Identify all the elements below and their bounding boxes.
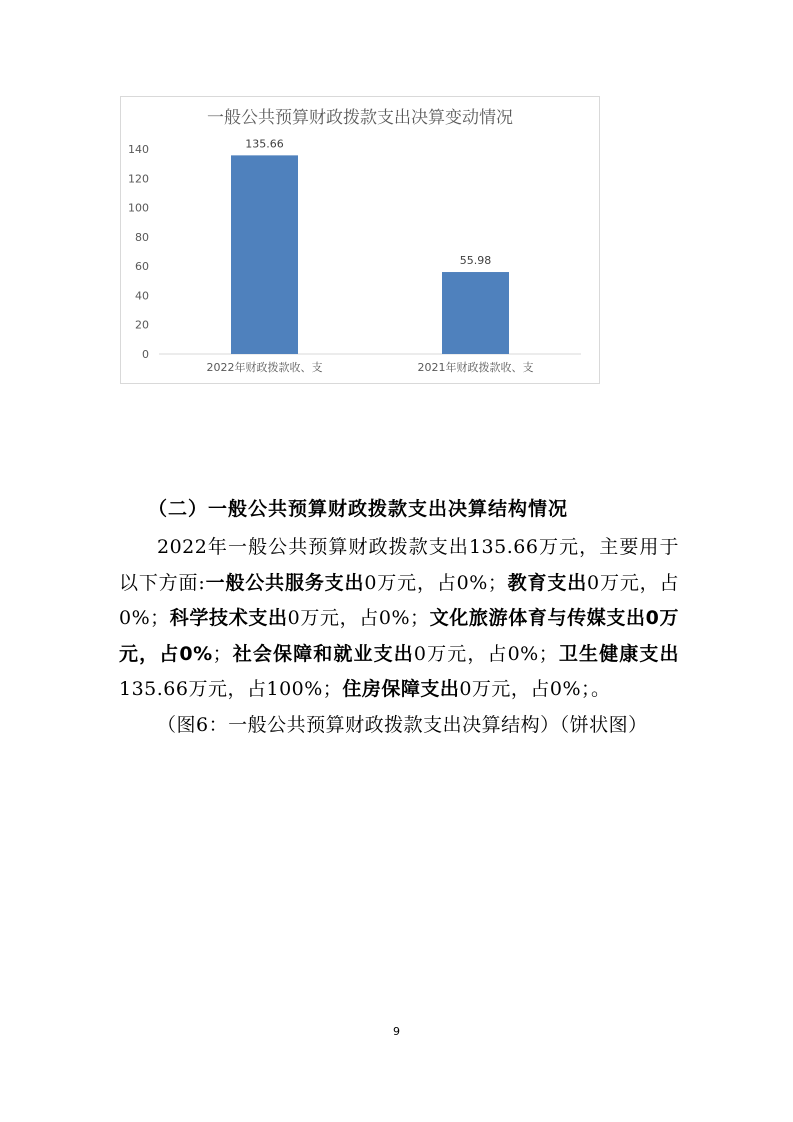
intro-text: 2022年一般公共预算财政拨款支出135.66万元，主要用于以下方面: (119, 536, 679, 594)
data-label: 135.66 (245, 137, 284, 151)
item-label: 卫生健康支出 (558, 642, 679, 665)
chart-plot (121, 97, 601, 385)
item-value: ； (212, 642, 233, 665)
y-tick-label: 100 (128, 201, 149, 215)
item-value: 0万元，占0%； (413, 642, 559, 665)
item-label: 社会保障和就业支出 (232, 642, 414, 665)
item-label: 科学技术支出 (169, 607, 288, 629)
paragraph-expenditure-structure (119, 530, 679, 708)
y-tick-label: 20 (135, 318, 149, 332)
data-label: 55.98 (459, 254, 492, 268)
item-value: 0万元，占0%； (119, 571, 680, 629)
item-label: 住房保障支出 (342, 678, 460, 700)
x-tick-label: 2021年财政拨款收、支 (417, 361, 534, 374)
section-body (119, 530, 679, 743)
bar-chart (120, 96, 600, 384)
chart-title: 一般公共预算财政拨款支出决算变动情况 (207, 108, 513, 128)
bar (231, 155, 298, 354)
y-tick-label: 80 (135, 230, 149, 244)
figure-caption: （图6：一般公共预算财政拨款支出决算结构）（饼状图） (157, 713, 648, 736)
x-tick-label: 2022年财政拨款收、支 (206, 361, 323, 374)
item-value: 135.66万元，占100%； (119, 678, 343, 700)
y-tick-label: 40 (135, 289, 149, 303)
item-label: 文化旅游体育与传媒支出0万元，占0% (119, 607, 679, 665)
y-tick-label: 120 (128, 172, 149, 186)
y-tick-label: 140 (128, 143, 149, 156)
item-value: 0万元，占0%； (287, 607, 430, 629)
y-tick-label: 60 (135, 260, 149, 274)
y-tick-label: 0 (142, 348, 149, 361)
item-label: 一般公共服务支出 (205, 571, 365, 594)
page-number: 9 (393, 1025, 400, 1038)
item-value: 0万元，占0%； (364, 571, 508, 594)
item-value: 0万元，占0%；。 (459, 678, 611, 700)
bar (442, 272, 509, 354)
section-heading: （二）一般公共预算财政拨款支出决算结构情况 (148, 498, 569, 520)
item-label: 教育支出 (507, 571, 588, 594)
